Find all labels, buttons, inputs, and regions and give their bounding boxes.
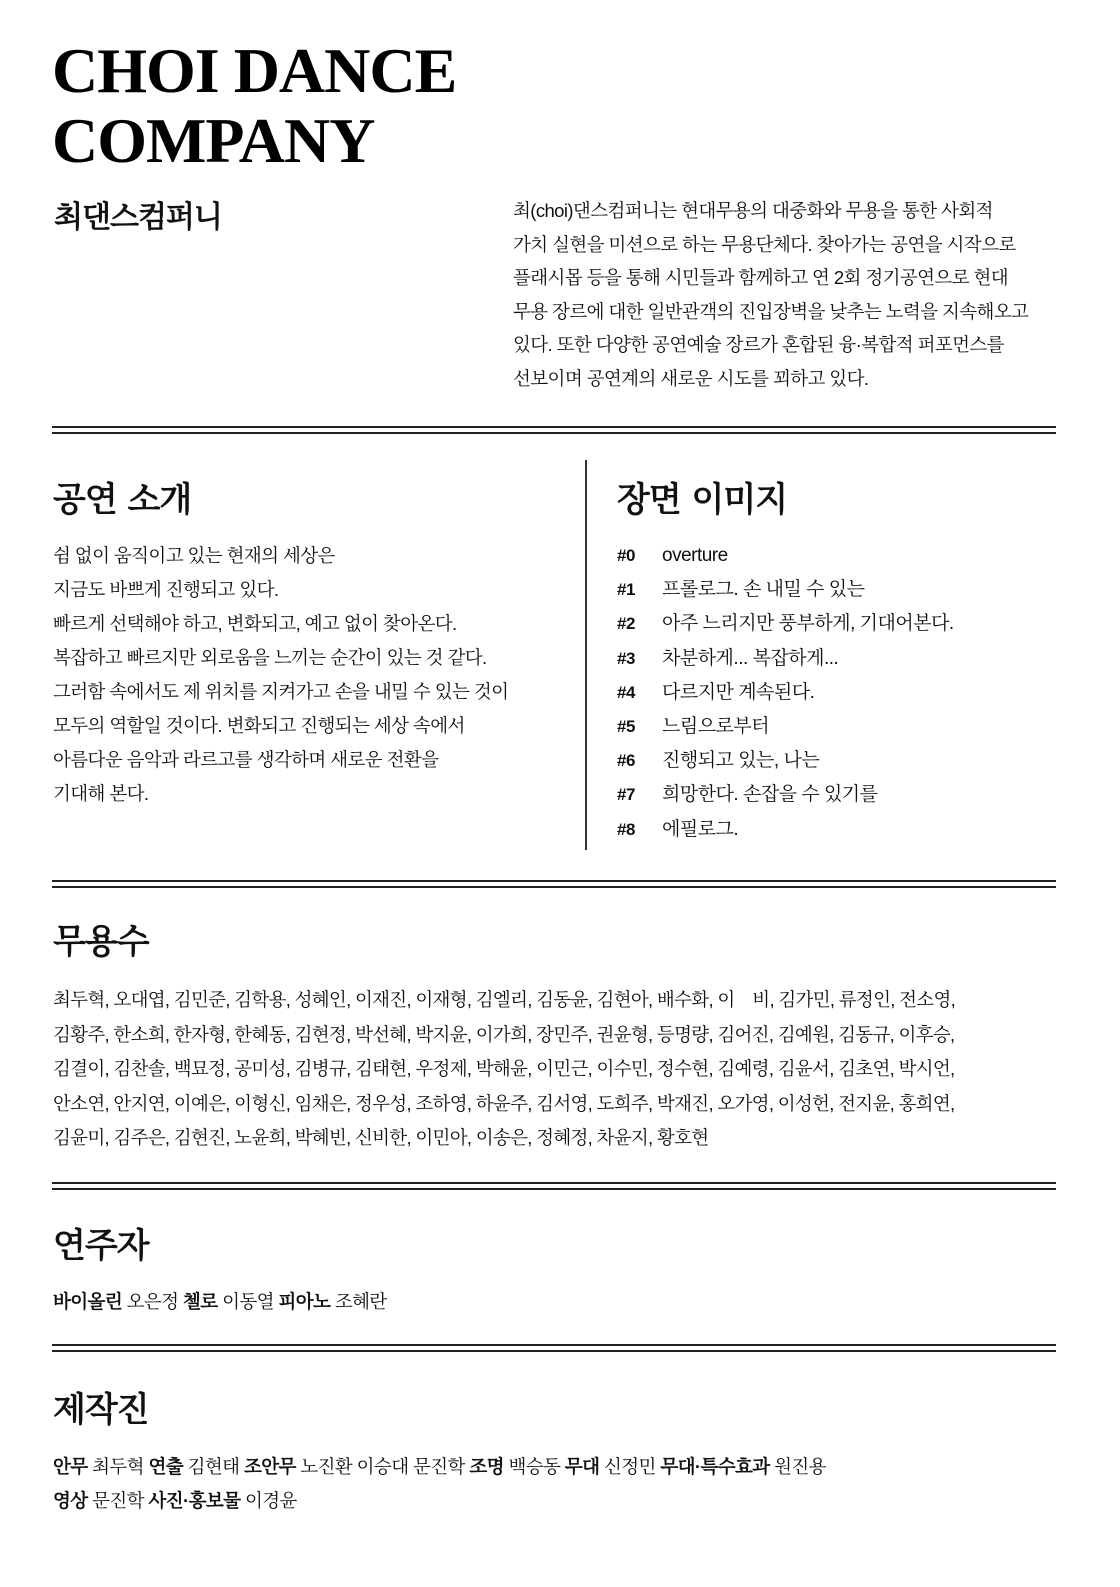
scenes-heading: 장면 이미지 [617,480,788,520]
scene-item [617,710,954,744]
credit-names: 이경윤 [244,1490,297,1511]
credit-names: 최두혁 [92,1456,144,1477]
scene-number: #5 [617,716,635,736]
credit-role: 바이올린 [53,1291,123,1312]
intro-text-line: 아름다운 음악과 라르고를 생각하며 새로운 전환을 [53,749,439,770]
credit-names: 원진용 [774,1456,826,1477]
scene-number: #4 [617,682,635,702]
intro-line: 최(choi)댄스컴퍼니는 현대무용의 대중화와 무용을 통한 사회적 [513,200,993,221]
credit-names: 조혜란 [334,1291,387,1312]
intro-text-line: 모두의 역할일 것이다. 변화되고 진행되는 세상 속에서 [53,715,465,736]
scene-number: #8 [617,819,635,839]
dancers-line: 김황주, 한소희, 한자형, 한혜동, 김현정, 박선혜, 박지윤, 이가희, 장민주, 권윤형, 등명량, 김어진, 김예원, 김동규, 이후승, [53,1023,955,1045]
company-title [52,36,456,176]
scene-title: 다르지만 계속된다. [662,681,815,703]
dancers-list [53,983,1063,1156]
title-line-1: CHOI DANCE [52,35,457,106]
intro-text-line: 기대해 본다. [53,783,149,804]
credit-role: 무대·특수효과 [660,1456,770,1477]
scene-number: #3 [617,648,635,668]
credit-names: 이동열 [222,1291,274,1312]
double-rule-divider [52,1182,1056,1190]
intro-line: 가치 실현을 미션으로 하는 무용단체다. 찾아가는 공연을 시작으로 [513,233,1016,255]
dancers-line: 김윤미, 김주은, 김현진, 노윤희, 박혜빈, 신비한, 이민아, 이송은, 정혜정, 차윤지, 황호현 [53,1127,709,1148]
credit-names: 김현태 [187,1456,240,1477]
production-credits-line-2 [53,1484,297,1518]
double-rule-divider [52,880,1056,888]
scene-item [617,573,954,607]
double-rule-divider [52,426,1056,434]
scene-title: overture [662,545,728,566]
performance-intro-text [53,539,508,811]
scene-number: #7 [617,785,635,805]
scene-number: #1 [617,580,635,600]
scene-title: 에필로그. [662,818,739,840]
intro-text-line: 그러함 속에서도 제 위치를 지켜가고 손을 내밀 수 있는 것이 [53,681,509,702]
credit-role: 안무 [53,1456,88,1477]
scene-title: 차분하게... 복잡하게... [662,647,839,669]
scene-item [617,676,954,710]
credit-role: 사진·홍보물 [148,1490,241,1511]
dancers-heading: 무용수 [53,922,149,962]
company-subtitle: 최댄스컴퍼니 [54,200,222,235]
intro-line: 선보이며 공연계의 새로운 시도를 꾀하고 있다. [513,367,869,389]
scene-title: 아주 느리지만 풍부하게, 기대어본다. [662,613,954,635]
scene-item [617,539,954,573]
musicians-credits [53,1285,387,1319]
scene-number: #0 [617,546,635,565]
scene-list [617,539,954,847]
intro-line: 플래시몹 등을 통해 시민들과 함께하고 연 2회 정기공연으로 현대 [513,267,1009,288]
intro-text-line: 쉼 없이 움직이고 있는 현재의 세상은 [53,545,335,566]
double-rule-divider [52,1344,1056,1352]
credit-names: 백승동 [508,1456,561,1477]
intro-text-line: 빠르게 선택해야 하고, 변화되고, 예고 없이 찾아온다. [53,613,457,634]
credit-role: 무대 [564,1456,600,1477]
company-intro [513,194,1061,395]
credit-role: 조명 [469,1456,504,1477]
scene-title: 진행되고 있는, 나는 [662,750,820,772]
scene-title: 희망한다. 손잡을 수 있기를 [662,784,878,806]
column-divider [585,460,587,850]
scene-title: 느림으로부터 [662,715,770,737]
title-line-2: COMPANY [52,105,375,176]
credit-names: 신정민 [603,1456,656,1477]
credit-names: 노진환 이승대 문진학 [300,1456,465,1477]
intro-line: 무용 장르에 대한 일반관객의 진입장벽을 낮추는 노력을 지속해오고 [513,300,1029,322]
production-heading: 제작진 [53,1390,149,1430]
performance-intro-heading: 공연 소개 [53,480,192,520]
scene-item [617,607,954,641]
scene-item [617,813,954,847]
credit-role: 영상 [53,1490,88,1511]
musicians-heading: 연주자 [53,1226,149,1266]
scene-item [617,642,954,676]
intro-text-line: 지금도 바쁘게 진행되고 있다. [53,579,279,600]
credit-role: 연출 [148,1456,184,1477]
credit-role: 조안무 [243,1456,296,1477]
scene-title: 프롤로그. 손 내밀 수 있는 [662,579,865,601]
dancers-line: 최두혁, 오대엽, 김민준, 김학용, 성혜인, 이재진, 이재형, 김엘리, 김동윤, 김현아, 배수화, 이 비, 김가민, 류정인, 전소영, [53,989,956,1010]
production-credits-line-1 [53,1450,826,1484]
scene-number: #6 [617,751,635,771]
scene-number: #2 [617,614,635,634]
dancers-line: 안소연, 안지연, 이예은, 이형신, 임채은, 정우성, 조하영, 하윤주, 김서영, 도희주, 박재진, 오가영, 이성헌, 전지윤, 홍희연, [53,1092,955,1114]
credit-role: 첼로 [183,1291,218,1312]
dancers-line: 김결이, 김찬솔, 백묘정, 공미성, 김병규, 김태현, 우정제, 박해윤, 이민근, 이수민, 정수현, 김예령, 김윤서, 김초연, 박시언, [53,1058,955,1079]
intro-text-line: 복잡하고 빠르지만 외로움을 느끼는 순간이 있는 것 같다. [53,647,487,668]
scene-item [617,744,954,778]
credit-names: 오은정 [126,1291,179,1312]
credit-names: 문진학 [92,1490,144,1511]
scene-item [617,778,954,812]
intro-line: 있다. 또한 다양한 공연예술 장르가 혼합된 융·복합적 퍼포먼스를 [513,334,1004,355]
credit-role: 피아노 [278,1291,331,1312]
